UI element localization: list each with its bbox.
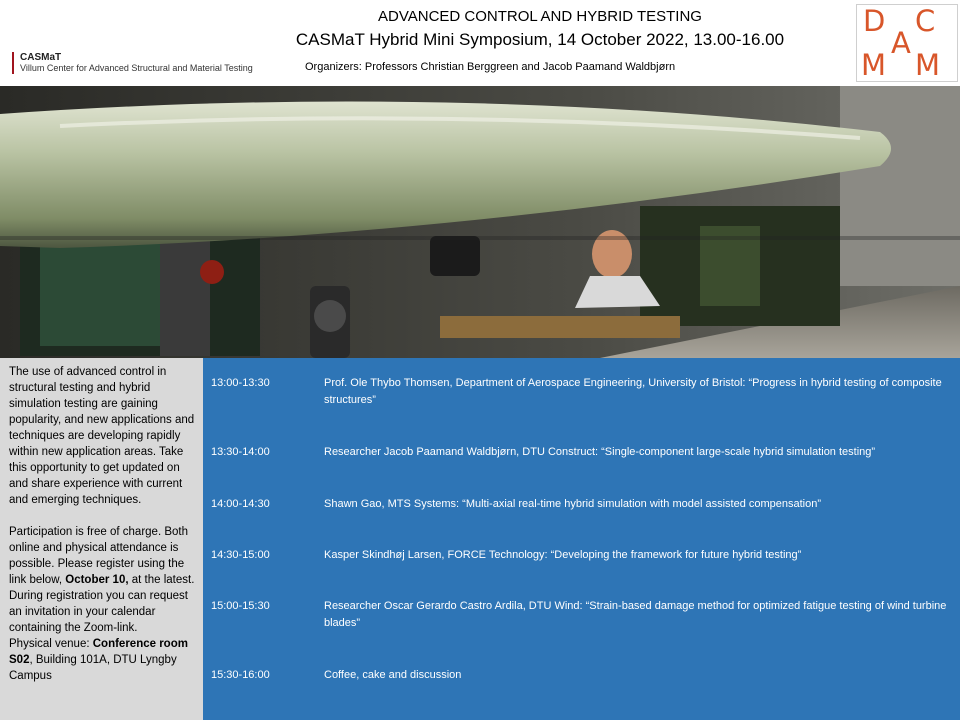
dcamm-logo-letter: C	[915, 4, 936, 38]
schedule-desc: Researcher Oscar Gerardo Castro Ardila, DTU Wind: “Strain-based damage method for optimized fatigue testing of wind turbine blades”	[324, 600, 947, 629]
schedule-time: 15:00-15:30	[211, 600, 270, 612]
organizers-text: Organizers: Professors Christian Berggreen and Jacob Paamand Waldbjørn	[305, 61, 676, 73]
schedule-desc: Shawn Gao, MTS Systems: “Multi-axial real-time hybrid simulation with model assisted compensation”	[324, 498, 822, 510]
lab-test-photo	[0, 86, 960, 358]
schedule-desc: Kasper Skindhøj Larsen, FORCE Technology: “Developing the framework for future hybrid testing”	[324, 549, 802, 561]
casmat-logo	[12, 52, 253, 74]
participation-before: Participation is free of charge. Both online and physical attendance is possible. Please register using the link below,	[9, 526, 188, 586]
schedule-time: 13:30-14:00	[211, 446, 270, 458]
dcamm-logo-letter: M	[915, 48, 941, 82]
schedule-desc: Prof. Ole Thybo Thomsen, Department of Aerospace Engineering, University of Bristol: “Progress in hybrid testing of composite structures”	[324, 377, 942, 406]
venue-label: Physical venue:	[9, 638, 90, 650]
dcamm-logo-letter: A	[891, 26, 911, 60]
schedule-time: 15:30-16:00	[211, 669, 270, 681]
registration-deadline: October 10,	[65, 574, 129, 586]
page-subtitle: CASMaT Hybrid Mini Symposium, 14 October 2022, 13.00-16.00	[295, 30, 785, 49]
venue-room: Conference room S02	[9, 638, 188, 666]
schedule-time: 14:00-14:30	[211, 498, 270, 510]
schedule-time: 14:30-15:00	[211, 549, 270, 561]
dcamm-logo	[856, 4, 958, 82]
schedule-desc: Researcher Jacob Paamand Waldbjørn, DTU Construct: “Single-component large-scale hybrid simulation testing”	[324, 446, 876, 458]
schedule-time: 13:00-13:30	[211, 377, 270, 389]
header	[0, 0, 960, 84]
participation-text	[9, 524, 195, 684]
info-sidebar	[0, 358, 203, 720]
dcamm-logo-letter: D	[863, 4, 886, 38]
dcamm-logo-letter: M	[861, 48, 887, 82]
schedule-desc: Coffee, cake and discussion	[324, 669, 462, 681]
venue-rest: , Building 101A, DTU Lyngby Campus	[9, 654, 177, 682]
intro-text: The use of advanced control in structural testing and hybrid simulation testing are gaining popularity, and new applications and techniques are developing rapidly within new application areas. Take this opportunity to get updated on and share experience with current and emerging techniques.	[9, 366, 195, 506]
casmat-logo-subtitle: Villum Center for Advanced Structural and Material Testing	[20, 63, 253, 73]
page-title: ADVANCED CONTROL AND HYBRID TESTING	[378, 8, 702, 25]
participation-after: at the latest. During registration you can request an invitation in your calendar containing the Zoom-link.	[9, 574, 195, 634]
casmat-logo-name: CASMaT	[20, 52, 62, 63]
schedule-panel	[203, 358, 960, 720]
